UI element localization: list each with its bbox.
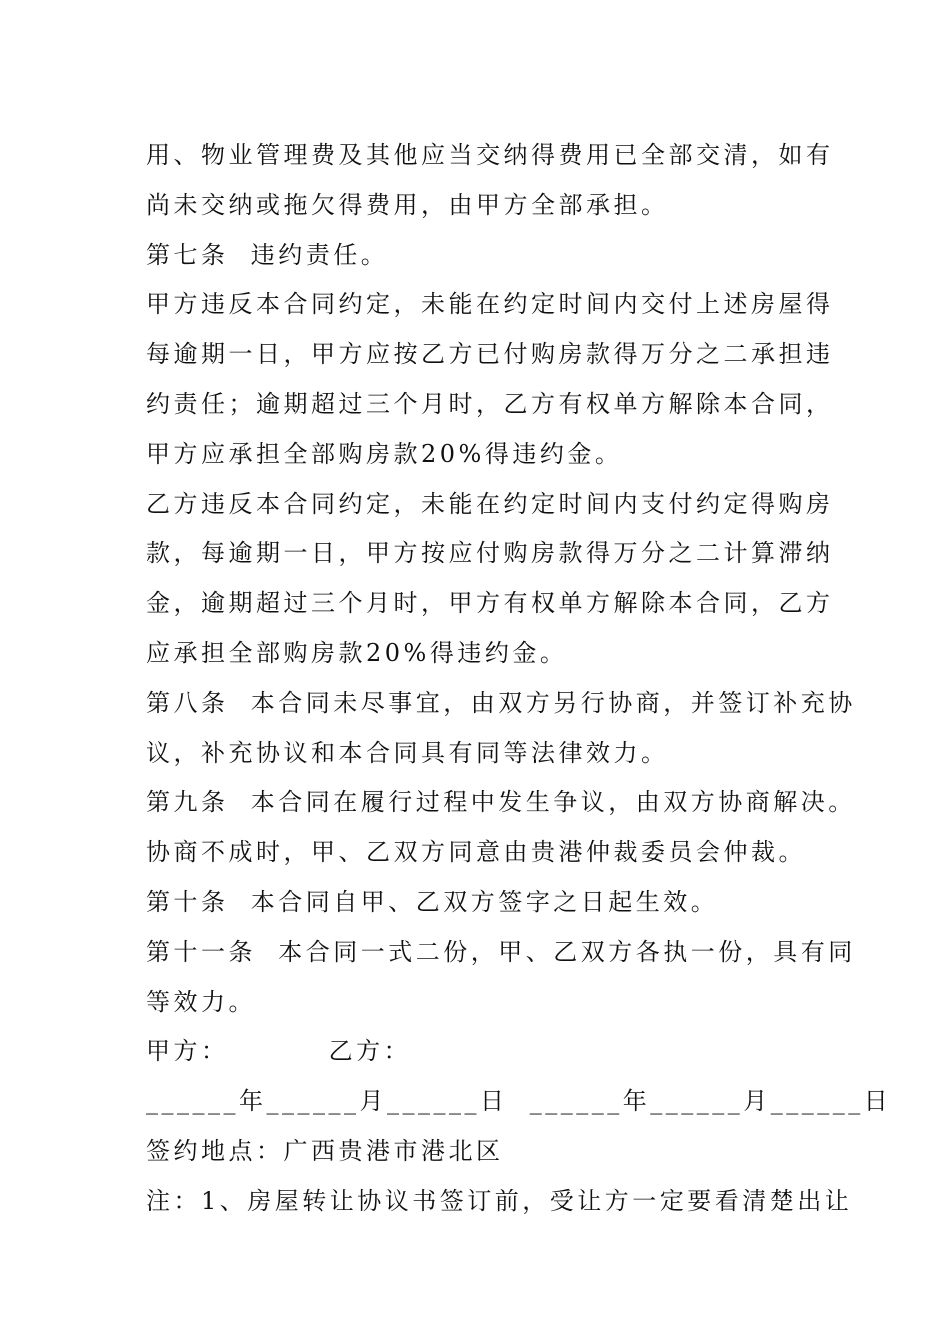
article-10-text: 第十条 本合同自甲、乙双方签字之日起生效。 <box>146 887 719 916</box>
article-11-text: 第十一条 本合同一式二份，甲、乙双方各执一份，具有同 <box>146 937 856 966</box>
text-line: 甲方违反本合同约定，未能在约定时间内交付上述房屋得 <box>146 290 834 319</box>
text-line: 每逾期一日，甲方应按乙方已付购房款得万分之二承担违 <box>146 340 834 369</box>
signing-location: 签约地点：广西贵港市港北区 <box>146 1136 504 1165</box>
document-body <box>146 131 892 1227</box>
signature-dates: ______年______月______日 ______年______月______日 <box>146 1087 892 1116</box>
text-line: 等效力。 <box>146 987 256 1016</box>
text-line: 甲方应承担全部购房款20%得违约金。 <box>146 439 623 468</box>
note-line: 注：1、房屋转让协议书签订前，受让方一定要看清楚出让 <box>146 1186 853 1215</box>
text-line: 尚未交纳或拖欠得费用，由甲方全部承担。 <box>146 190 669 219</box>
signature-parties: 甲方： 乙方： <box>146 1037 412 1066</box>
text-line: 乙方违反本合同约定，未能在约定时间内支付约定得购房 <box>146 489 834 518</box>
text-line: 约责任；逾期超过三个月时，乙方有权单方解除本合同， <box>146 389 834 418</box>
text-line: 议，补充协议和本合同具有同等法律效力。 <box>146 738 669 767</box>
text-line: 应承担全部购房款20%得违约金。 <box>146 638 568 667</box>
article-7-heading: 第七条 违约责任。 <box>146 240 389 269</box>
text-line: 款，每逾期一日，甲方按应付购房款得万分之二计算滞纳 <box>146 539 834 568</box>
article-8-text: 第八条 本合同未尽事宜，由双方另行协商，并签订补充协 <box>146 688 856 717</box>
text-line: 用、物业管理费及其他应当交纳得费用已全部交清，如有 <box>146 141 834 169</box>
text-line: 协商不成时，甲、乙双方同意由贵港仲裁委员会仲裁。 <box>146 838 806 867</box>
text-line: 金，逾期超过三个月时，甲方有权单方解除本合同，乙方 <box>146 589 834 618</box>
article-9-text: 第九条 本合同在履行过程中发生争议，由双方协商解决。 <box>146 788 856 817</box>
